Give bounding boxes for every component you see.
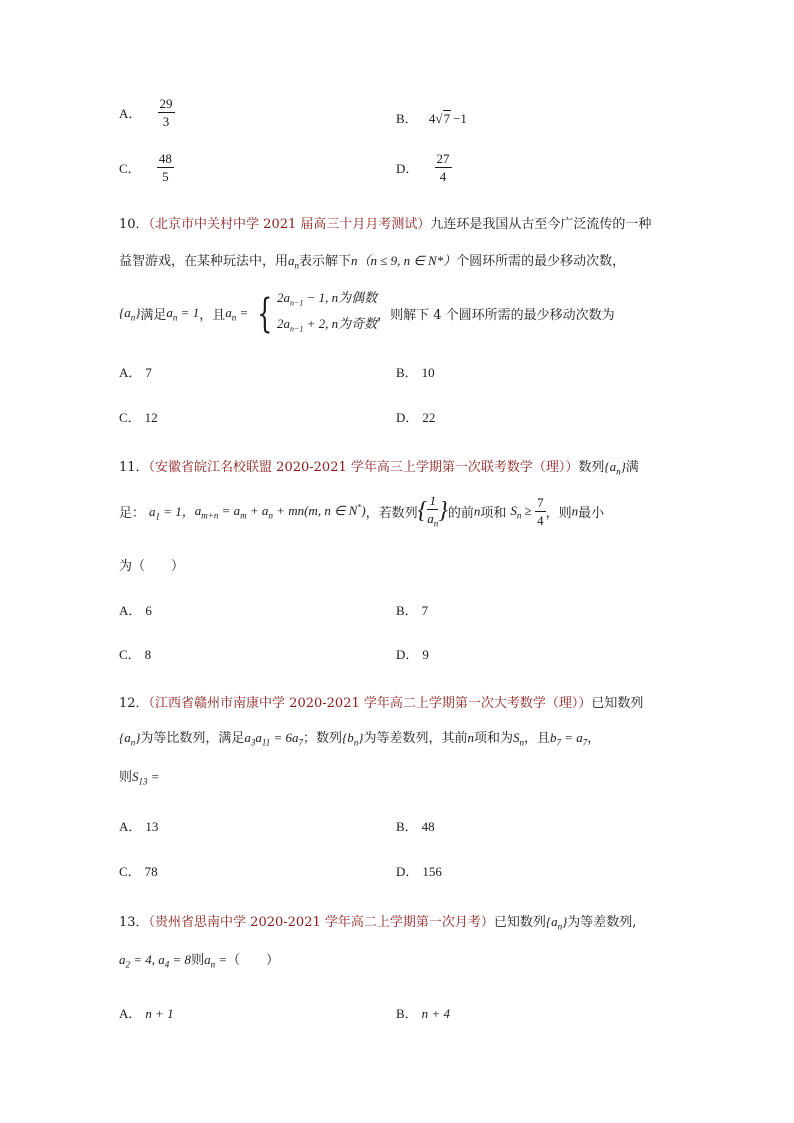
option-label: A． (119, 106, 142, 121)
math-b7: $b_7 = a_7$ (550, 730, 588, 748)
option-label: C． (119, 161, 141, 176)
math-set-an: $\{a_n\}$ (119, 730, 141, 748)
q9-option-a (119, 97, 175, 128)
question-number: 13． (119, 915, 149, 930)
q13-line-1: 13．（贵州省思南中学 2020-2021 学年高二上学期第一次月考）已知数列$\{a_n\}$为等差数列, (119, 914, 637, 932)
q11-line-3: 为（ ） (119, 559, 185, 574)
math-reciprocal-set: { (417, 497, 428, 524)
brace: { (256, 290, 272, 337)
q10-line-2: 益智游戏，在某种玩法中，用$a_n$表示解下n（n ≤ 9, n ∈ N*）个圆环所需的最少移动次数， (119, 253, 626, 271)
q10-option-b: B． 10 (396, 365, 435, 380)
q12-option-d: D． 156 (396, 864, 442, 879)
math-set-an: $\{a_n\}$ (604, 459, 626, 477)
question-number: 11． (119, 460, 149, 475)
math-set-an: $\{a_n\}$ (545, 914, 568, 932)
q12-option-a: A． 13 (119, 819, 159, 834)
q13-line-2: $a_2 = 4$, $a_4 = 8$则$a_n$ =（ ） (119, 952, 280, 970)
fraction: $\frac{7}{4}$ (537, 494, 544, 528)
math-geo-cond: $a_3a_{11} = 6a_7$ (244, 730, 304, 748)
math-set-bn: $\{b_n\}$ (342, 730, 364, 748)
question-number: 10． (119, 217, 149, 232)
q12-line-3: 则$S_{13}$ = (119, 769, 160, 787)
question-number: 12． (119, 696, 149, 711)
math-a1: $a_n = 1$ (166, 304, 200, 323)
q13-option-b: B． n + 4 (396, 1006, 450, 1021)
question-text: 九连环是我国从古至今广泛流传的一种 (430, 217, 652, 232)
q13-option-a: A． n + 1 (119, 1006, 174, 1021)
q11-option-a: A． 6 (119, 603, 152, 618)
q12-line-2: $\{a_n\}$为等比数列，满足$a_3a_{11} = 6a_7$；数列$\{b_n\}$为等差数列，其前n项和为$S_n$，且$b_7 = a_7$， (119, 730, 601, 748)
q11-line-2: 足： $a_1 = 1$，$a_{m+n} = a_m + a_n + mn(m$, n ∈ N*)，若数列{ $\frac{1}{a_n}$ }的前n项和 $S_n$ ≥ $\frac{7}{4}$ ，则n最小 (119, 493, 605, 529)
fraction: $\frac{27}{4}$ (436, 151, 450, 184)
math-sn: $S_n$ (513, 730, 524, 748)
question-source: （安徽省皖江名校联盟 2020-2021 学年高三上学期第一次联考数学（理）） (148, 460, 579, 475)
math-an: $a_n$ (288, 253, 300, 271)
fraction: $\frac{48}{5}$ (158, 151, 172, 184)
q12-option-b: B． 48 (396, 819, 435, 834)
question-source: （贵州省思南中学 2020-2021 学年高二上学期第一次月考） (148, 915, 494, 930)
math-s13: $S_{13}$ = (132, 769, 160, 787)
q10-option-d: D． 22 (396, 410, 436, 425)
question-source: （江西省赣州市南康中学 2020-2021 学年高二上学期第一次大考数学（理）） (148, 696, 592, 711)
option-label: B． (396, 111, 418, 126)
q11-line-1: 11．（安徽省皖江名校联盟 2020-2021 学年高三上学期第一次联考数学（理））数列$\{a_n\}$满 (119, 459, 639, 477)
q9-option-c (119, 152, 174, 183)
question-source: （北京市中关村中学 2021 届高三十月月考测试） (148, 217, 431, 232)
fraction: $\frac{1}{a_n}$ (427, 493, 439, 529)
q12-option-c: C． 78 (119, 864, 158, 879)
q10-line-1 (119, 213, 651, 232)
q11-option-c: C． 8 (119, 647, 152, 662)
q9-option-d (396, 152, 452, 183)
math-a1: $a_1 = 1$， (149, 504, 195, 522)
q11-option-b: B． 7 (396, 603, 429, 618)
math-an-eq: $a_n$ = (225, 304, 252, 323)
option-label: D． (396, 161, 419, 176)
q11-option-d: D． 9 (396, 647, 429, 662)
fraction: $\frac{29}{3}$ (159, 96, 173, 129)
q12-line-1: 12．（江西省赣州市南康中学 2020-2021 学年高二上学期第一次大考数学（理））已知数列 (119, 696, 644, 711)
math-an-eq: $a_n$ = (204, 952, 228, 970)
math-set-an: $\{a_n\}$ (119, 304, 141, 323)
q10-line-3: $\{a_n\}$满足$a_n = 1$，且$a_n$ = { $2a_{n-1} - 1$, n为偶数 $2a_{n-1} + 2$, n为奇数 ，则解下 4 个圆环所需的最少移动次数为 (119, 288, 615, 339)
q9-option-b: B． 4√7 −1 (396, 111, 467, 126)
q10-option-c: C． 12 (119, 410, 158, 425)
q10-option-a: A． 7 (119, 365, 152, 380)
math-recurrence: $a_{m+n} = a_m + a_n + mn(m$, n ∈ N*) (194, 502, 366, 521)
piecewise-cases: $2a_{n-1} - 1$, n为偶数 $2a_{n-1} + 2$, n为奇数 (276, 290, 378, 334)
sqrt-sign: √ (435, 111, 443, 126)
math-n: n (351, 253, 358, 268)
math-given: $a_2 = 4$, $a_4 = 8$ (119, 952, 192, 970)
math-sn-ineq: $S_n$ ≥ (510, 502, 536, 521)
